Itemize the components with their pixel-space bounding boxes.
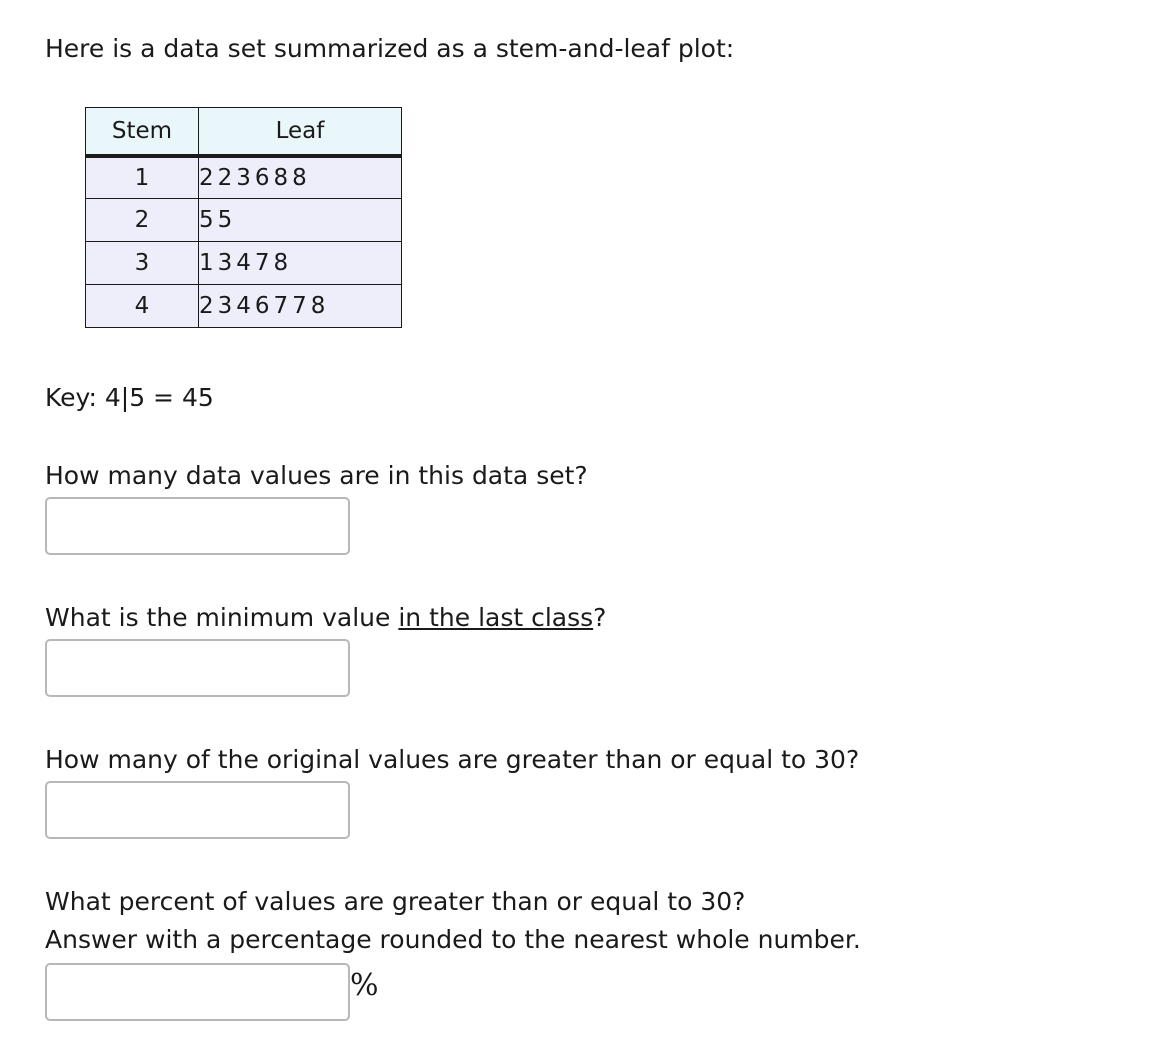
table-row	[86, 156, 402, 199]
question-4-line-1: What percent of values are greater than or equal to 30?	[45, 887, 746, 916]
table-row	[86, 199, 402, 242]
question-4-text	[45, 883, 861, 959]
stem-cell: 3	[86, 242, 199, 285]
question-2-after: ?	[593, 603, 607, 632]
answer-input-4[interactable]	[45, 963, 350, 1021]
stem-header: Stem	[86, 108, 199, 156]
question-1-text: How many data values are in this data set?	[45, 461, 588, 490]
leaf-cell: 2346778	[199, 285, 402, 328]
stem-cell: 2	[86, 199, 199, 242]
table-row	[86, 285, 402, 328]
plot-key: Key: 4|5 = 45	[45, 383, 214, 412]
stem-leaf-table	[85, 107, 402, 328]
leaf-cell: 223688	[199, 156, 402, 199]
question-4-line-2: Answer with a percentage rounded to the nearest whole number.	[45, 925, 861, 954]
stem-cell: 1	[86, 156, 199, 199]
question-3-text: How many of the original values are greater than or equal to 30?	[45, 745, 860, 774]
leaf-cell: 55	[199, 199, 402, 242]
answer-input-1[interactable]	[45, 497, 350, 555]
leaf-header: Leaf	[199, 108, 402, 156]
question-2-before: What is the minimum value	[45, 603, 399, 632]
answer-input-2[interactable]	[45, 639, 350, 697]
stem-cell: 4	[86, 285, 199, 328]
question-2-underlined: in the last class	[398, 603, 594, 632]
table-row	[86, 242, 402, 285]
leaf-cell: 13478	[199, 242, 402, 285]
percent-unit: %	[350, 968, 379, 1003]
answer-input-3[interactable]	[45, 781, 350, 839]
question-2-text	[45, 599, 606, 637]
table-header-row	[86, 108, 402, 156]
intro-text: Here is a data set summarized as a stem-and-leaf plot:	[45, 34, 735, 63]
